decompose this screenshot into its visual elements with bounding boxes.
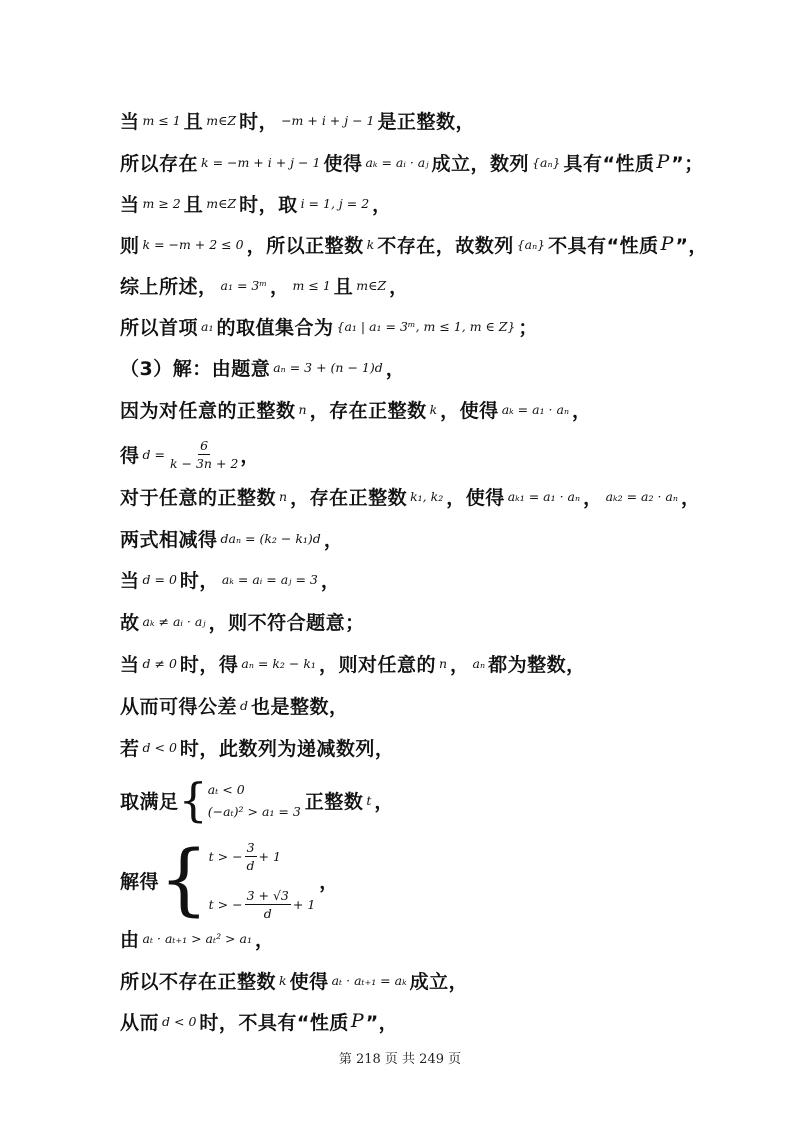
text-line [120, 145, 704, 179]
text: 若 [120, 737, 140, 760]
math: n [298, 401, 307, 417]
text: 当 [120, 193, 140, 216]
text-line [120, 688, 349, 722]
fraction-denominator: d [263, 905, 272, 921]
text-line [120, 562, 340, 596]
left-brace: { [159, 835, 209, 925]
math: t [366, 792, 372, 808]
text: 成立，数列 [431, 152, 530, 175]
math: a₁ [201, 318, 214, 334]
fraction-numerator: 6 [200, 437, 209, 453]
text-line [120, 392, 592, 426]
text: 具有“性质 [563, 152, 655, 175]
text: 使得 [323, 152, 363, 175]
text: ， [372, 193, 392, 216]
text: ； [518, 316, 538, 339]
math: n [438, 655, 448, 671]
math: aₙ [472, 655, 486, 671]
text: ， [572, 399, 592, 422]
text: 由 [120, 928, 140, 951]
text: 正整数 [304, 790, 364, 813]
text: 成立， [409, 970, 469, 993]
math: m ≥ 2 [142, 195, 181, 211]
text-line [120, 963, 468, 997]
text: 且 [183, 110, 204, 133]
text: 则 [120, 234, 140, 257]
text: 从而 [120, 1011, 160, 1034]
math: aₙ = 3 + (n − 1)d [273, 359, 383, 375]
math: m∈Z [206, 195, 237, 211]
fraction [245, 840, 257, 873]
math: P [660, 233, 674, 255]
fraction [170, 438, 238, 471]
math: m ≤ 1 [292, 277, 331, 293]
inequality-system [209, 832, 316, 928]
math: {aₙ} [516, 236, 546, 252]
text: ，所以正整数 [246, 234, 364, 257]
text: ， [270, 275, 290, 298]
text: ， [320, 569, 341, 592]
text: ”， [365, 1011, 399, 1034]
text: 所以不存在正整数 [120, 970, 277, 993]
math: aₖ = aᵢ = aⱼ = 3 [221, 571, 318, 587]
math: aₜ · aₜ₊₁ > aₜ² > a₁ [142, 930, 252, 946]
text-line [120, 227, 708, 261]
text: 的取值集合为 [216, 316, 334, 339]
text-line [120, 646, 586, 680]
math: aₖ₂ = a₂ · aₙ [605, 488, 678, 504]
text: ”， [675, 234, 708, 257]
math: + 1 [292, 896, 316, 912]
inequality-row: (−aₜ)² > a₁ = 3 [207, 803, 301, 819]
text: ， [389, 275, 409, 298]
text: ，则不符合题意； [208, 611, 365, 634]
math: m∈Z [356, 277, 387, 293]
text: ， [374, 790, 394, 813]
math: k [279, 972, 287, 988]
text: 对于任意的正整数 [120, 486, 277, 509]
math: t > − [208, 896, 243, 912]
text-line [120, 186, 392, 220]
text: ，存在正整数 [290, 486, 408, 509]
text-line [120, 309, 538, 343]
fraction-denominator: d [246, 857, 255, 873]
text-line [120, 432, 260, 476]
text: ， [254, 928, 275, 951]
math: i = 1, j = 2 [300, 195, 370, 211]
text-line [120, 730, 394, 764]
text: 取满足 [120, 790, 179, 813]
math: {a₁ | a₁ = 3ᵐ, m ≤ 1, m ∈ Z} [336, 318, 516, 334]
text-line [120, 479, 700, 513]
text: 解得 [120, 870, 160, 893]
text-line [120, 604, 365, 638]
math: aₖ = a₁ · aₙ [501, 401, 570, 417]
math: k = −m + i + j − 1 [201, 154, 321, 170]
text: ，使得 [446, 486, 505, 509]
math: a₁ = 3ᵐ [220, 277, 268, 293]
left-brace: { [178, 773, 208, 827]
text-line [120, 350, 405, 384]
math: aₙ = k₂ − k₁ [241, 655, 316, 671]
text: 所以首项 [120, 316, 199, 339]
text: 所以存在 [120, 152, 199, 175]
text: ， [240, 444, 260, 467]
text-line [120, 772, 394, 828]
math: t > − [208, 848, 243, 864]
math: aₖ = aᵢ · aⱼ [365, 154, 429, 170]
fraction-denominator: k − 3n + 2 [169, 455, 239, 471]
math: n [279, 488, 288, 504]
math: k₁, k₂ [410, 488, 444, 504]
text: 当 [120, 569, 140, 592]
math: P [350, 1010, 364, 1032]
text: ，使得 [440, 399, 499, 422]
text: 不存在，故数列 [377, 234, 514, 257]
math: d < 0 [162, 1013, 197, 1029]
math: k [429, 401, 438, 417]
page-number-footer: 第 218 页 共 249 页 [338, 1052, 462, 1067]
math: + 1 [258, 848, 281, 864]
inequality-row: aₜ < 0 [207, 781, 245, 797]
text: ， [319, 870, 339, 893]
math: aₖ₁ = a₁ · aₙ [507, 488, 581, 504]
text: 时，取 [239, 193, 298, 216]
text: 得 [120, 444, 140, 467]
text: 是正整数， [377, 110, 476, 133]
text: 当 [120, 653, 140, 676]
text: 故 [120, 611, 140, 634]
text: ， [450, 653, 470, 676]
text: 且 [183, 193, 204, 216]
text: 综上所述， [120, 275, 218, 298]
text: （3）解：由题意 [120, 357, 271, 380]
text-line [120, 921, 274, 955]
math: k = −m + 2 ≤ 0 [142, 236, 244, 252]
text: 从而可得公差 [120, 695, 238, 718]
math: d = 0 [142, 571, 177, 587]
text: ”； [671, 152, 704, 175]
text: ， [323, 528, 344, 551]
text: ， [583, 486, 603, 509]
math: d [240, 697, 249, 713]
math: aₜ · aₜ₊₁ = aₖ [331, 972, 407, 988]
text: 不具有“性质 [548, 234, 659, 257]
text: 因为对任意的正整数 [120, 399, 296, 422]
text: 都为整数， [488, 653, 586, 676]
text-line [120, 521, 343, 555]
text: 时， [179, 569, 219, 592]
text: 使得 [289, 970, 329, 993]
text: ，则对任意的 [318, 653, 436, 676]
fraction [245, 888, 291, 921]
math: d < 0 [142, 739, 177, 755]
text-line [120, 268, 409, 302]
math: daₙ = (k₂ − k₁)d [220, 530, 321, 546]
text: 且 [333, 275, 354, 298]
text: ， [680, 486, 701, 509]
math: aₖ ≠ aᵢ · aⱼ [142, 613, 206, 629]
text: ， [385, 357, 406, 380]
math: m ≤ 1 [142, 112, 181, 128]
inequality-row [209, 832, 316, 880]
text: 当 [120, 110, 140, 133]
text: 时，不具有“性质 [199, 1011, 349, 1034]
math: {aₙ} [532, 154, 561, 170]
math: P [656, 151, 670, 173]
text-line [120, 103, 475, 137]
text: 时， [239, 110, 279, 133]
text-line [120, 832, 339, 928]
text: ，存在正整数 [309, 399, 427, 422]
fraction-numerator: 3 [246, 839, 255, 855]
math: d = [142, 446, 165, 462]
math: m∈Z [206, 112, 237, 128]
fraction-numerator: 3 + √3 [246, 887, 289, 903]
math: k [366, 236, 375, 252]
text: 时，得 [179, 653, 239, 676]
text: 也是整数， [251, 695, 349, 718]
inequality-system [208, 778, 301, 822]
text: 时，此数列为递减数列， [179, 737, 395, 760]
text-line [120, 1004, 398, 1038]
math: d ≠ 0 [142, 655, 177, 671]
text: 两式相减得 [120, 528, 218, 551]
math: −m + i + j − 1 [281, 112, 375, 128]
